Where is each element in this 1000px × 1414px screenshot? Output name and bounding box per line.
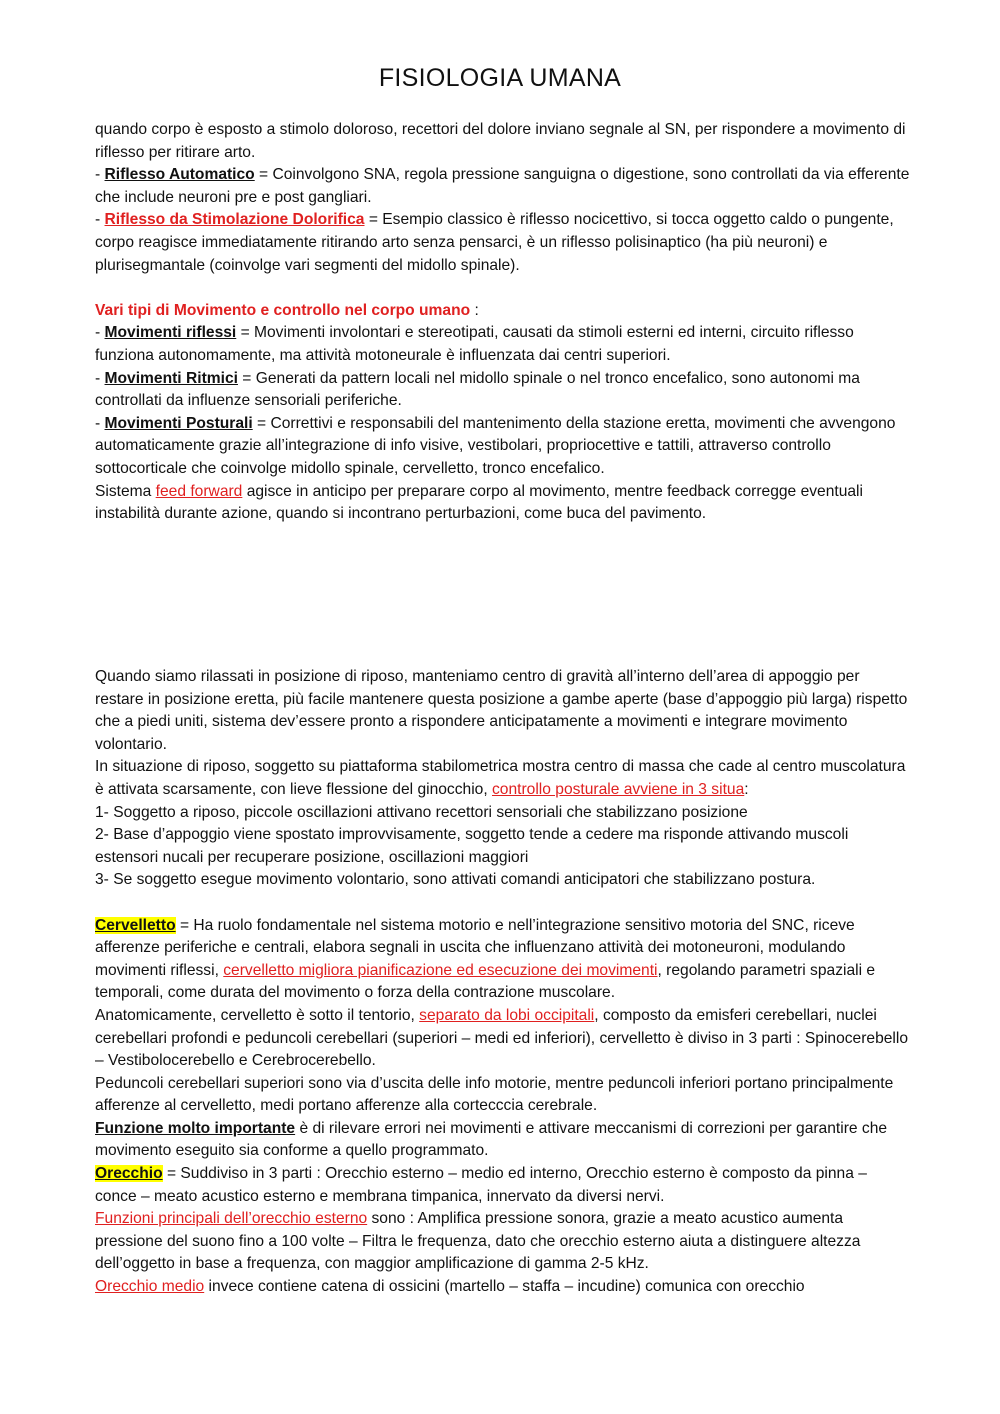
paragraph — [95, 164, 910, 209]
dash: - — [95, 324, 105, 342]
paragraph: Quando siamo rilassati in posizione di riposo, manteniamo centro di gravità all’interno dell’area di appoggio per restare in posizione eretta, più facile mantenere questa posizione a gambe aperte (base d’appoggio più larga) rispetto che a piedi uniti, sistema dev’essere pronto a rispondere anticipatamente a movimenti e integrare movimento volontario. — [95, 668, 908, 753]
paragraph-text: Anatomicamente, cervelletto è sotto il tentorio, — [95, 1006, 420, 1024]
paragraph-text: sono : Amplifica pressione sonora, grazie a meato acustico aumenta pressione del suono fino a 100 volte – Filtra le frequenza, dato che orecchio esterno aiuta a distinguere altezza dell’oggetto in base a frequenza, con maggior amplificazione di gamma 2-5 kHz. — [95, 1210, 861, 1273]
term-funzione-importante: Funzione molto importante — [95, 1119, 296, 1137]
paragraph-text: = Suddiviso in 3 parti : Orecchio esterno – medio ed interno, Orecchio esterno è composto da pinna – conce – meato acustico esterno e membrana timpanica, innervato da diversi nervi. — [95, 1165, 867, 1205]
section-heading — [95, 300, 910, 323]
paragraph — [95, 915, 910, 1005]
orecchio-esterno-link: Funzioni principali dell’orecchio esterno — [95, 1210, 368, 1228]
lobi-occipitali-link: separato da lobi occipitali — [419, 1006, 595, 1024]
page-title: FISIOLOGIA UMANA — [378, 64, 622, 92]
paragraph-text: , composto da emisferi cerebellari, nuclei cerebellari profondi e peduncoli cerebellari (superiori – medi ed inferiori), cervelletto è diviso in 3 parti : Spinocerebello – Vestibolocerebello e Cerebrocerebello. — [95, 1006, 909, 1070]
paragraph-text: = Generati da pattern locali nel midollo spinale o nel tronco encefalico, sono autonomi ma controllati da influenze sensoriali periferiche. — [95, 369, 860, 410]
paragraph — [95, 413, 910, 481]
paragraph — [95, 322, 910, 367]
paragraph-text: Sistema — [95, 482, 156, 500]
paragraph — [95, 368, 910, 413]
dash: - — [95, 211, 105, 229]
paragraph-text: In situazione di riposo, soggetto su piattaforma stabilometrica mostra centro di massa che cade al centro muscolatura è attivata scarsamente, con lieve flessione del ginocchio, — [95, 758, 906, 798]
term-movimenti-posturali: Movimenti Posturali — [104, 414, 253, 432]
paragraph — [95, 481, 910, 526]
heading-tail: : — [470, 301, 479, 319]
term-movimenti-riflessi: Movimenti riflessi — [104, 324, 237, 342]
dash: - — [95, 166, 105, 184]
paragraph-text: invece contiene catena di ossicini (martello – staffa – incudine) comunica con orecchio — [204, 1278, 805, 1296]
term-orecchio: Orecchio — [95, 1165, 163, 1183]
heading-movimento: Vari tipi di Movimento e controllo nel corpo umano — [95, 301, 471, 319]
paragraph — [95, 209, 910, 277]
paragraph — [95, 1005, 910, 1073]
paragraph-text: = Coinvolgono SNA, regola pressione sanguigna o digestione, sono controllati da via efferente che include neuroni pre e post gangliari. — [95, 166, 910, 206]
term-riflesso-dolorifica: Riflesso da Stimolazione Dolorifica — [104, 211, 365, 229]
cervelletto-link: cervelletto migliora pianificazione ed esecuzione dei movimenti — [223, 961, 658, 979]
paragraph-text: agisce in anticipo per preparare corpo al movimento, mentre feedback corregge eventuali instabilità durante azione, quando si incontrano perturbazioni, come buca del pavimento. — [95, 482, 863, 523]
paragraph-text: = Correttivi e responsabili del mantenimento della stazione eretta, movimenti che avvengono automaticamente grazie all’integrazione di info visive, vestibolari, propriocettive e tattili, attraverso controllo sottocorticale che coinvolge midollo spinale, cervelletto, tronco encefalico. — [95, 414, 896, 477]
paragraph: Peduncoli cerebellari superiori sono via d’uscita delle info motorie, mentre peduncoli inferiori portano principalmente afferenze al cervelletto, medi portano afferenze alla cortecccia cerebrale. — [95, 1074, 894, 1115]
feed-forward-link: feed forward — [155, 482, 243, 500]
paragraph-text: : — [744, 780, 749, 798]
paragraph-text: = Movimenti involontari e stereotipati, causati da stimoli esterni ed interni, circuito riflesso funziona autonomamente, ma attività motoneurale è influenzata dai centri superiori. — [95, 324, 854, 364]
list-item: 1- Soggetto a riposo, piccole oscillazioni attivano recettori sensoriali che stabilizzano posizione — [95, 803, 748, 821]
list-item: 3- Se soggetto esegue movimento volontario, sono attivati comandi anticipatori che stabilizzano postura. — [95, 871, 816, 889]
term-cervelletto: Cervelletto — [95, 916, 176, 934]
dash: - — [95, 414, 105, 432]
controllo-posturale-link: controllo posturale avviene in 3 situa — [492, 780, 745, 798]
paragraph-text: è di rilevare errori nei movimenti e attivare meccanismi di correzioni per garantire che movimento eseguito sia conforme a quello programmato. — [95, 1119, 888, 1160]
paragraph-text: = Esempio classico è riflesso nocicettivo, si tocca oggetto caldo o pungente, corpo reagisce immediatamente ritirando arto senza pensarci, è un riflesso polisinaptico (ha più neuroni) e plurisegmantale (coinvolge vari segmenti del midollo spinale). — [95, 211, 894, 274]
paragraph-text: = Ha ruolo fondamentale nel sistema motorio e nell’integrazione sensitivo motoria del SNC, riceve afferenze periferiche e centrali, elabora segnali in uscita che influenzano attività dei motoneuroni, modulando movimenti riflessi, — [95, 916, 855, 979]
paragraph — [95, 1118, 910, 1163]
section-bottom — [95, 666, 910, 1299]
term-riflesso-automatico: Riflesso Automatico — [104, 166, 255, 184]
orecchio-medio-link: Orecchio medio — [95, 1278, 205, 1296]
paragraph — [95, 1208, 910, 1276]
term-movimenti-ritmici: Movimenti Ritmici — [104, 369, 238, 387]
paragraph — [95, 1163, 910, 1208]
dash: - — [95, 369, 105, 387]
paragraph — [95, 1276, 910, 1299]
paragraph: quando corpo è esposto a stimolo doloroso, recettori del dolore inviano segnale al SN, per rispondere a movimento di riflesso per ritirare arto. — [95, 121, 906, 161]
paragraph — [95, 756, 910, 801]
section-top — [95, 119, 910, 526]
list-item: 2- Base d’appoggio viene spostato improvvisamente, soggetto tende a cedere ma risponde attivando muscoli estensori nucali per recuperare posizione, oscillazioni maggiori — [95, 826, 849, 866]
paragraph-text: , regolando parametri spaziali e temporali, come durata del movimento o forza della contrazione muscolare. — [95, 961, 876, 1002]
